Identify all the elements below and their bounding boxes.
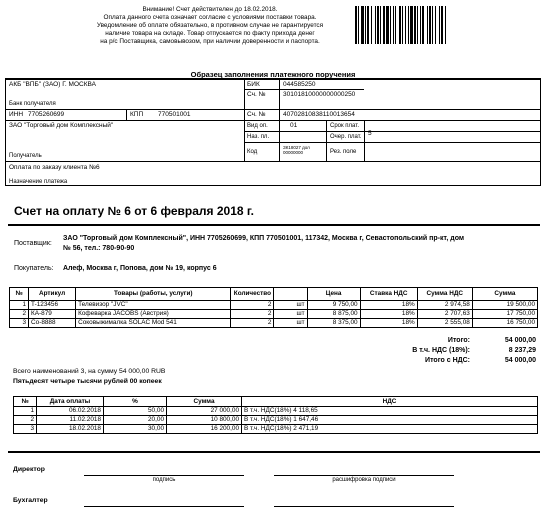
reserve-field-label: Рез. поле	[330, 149, 357, 155]
account-value: 40702810838110013654	[283, 111, 355, 118]
col-header: Дата оплаты	[37, 397, 104, 407]
account-label: Сч. №	[247, 111, 266, 118]
corr-account-label: Сч. №	[247, 91, 266, 98]
accountant-decoding-line	[274, 506, 454, 507]
schedule-header-row	[14, 397, 538, 407]
code-value: ЗК18027 дол 00000000	[283, 145, 310, 155]
payment-order-label: Очер. плат.	[330, 134, 362, 140]
total-value: 54 000,00	[504, 337, 536, 344]
grand-total-value: 54 000,00	[504, 357, 536, 364]
director-signature-line	[84, 475, 244, 476]
buyer-label: Покупатель:	[14, 265, 54, 272]
table-row: 3 Со-8888 Соковыжималка SOLAC Mod 541 2 шт 8 375,00 18% 2 555,08 16 750,00	[10, 319, 538, 328]
invoice-notice	[60, 6, 360, 46]
col-header: Сумма	[472, 288, 537, 301]
bik-value: 044585250	[283, 81, 316, 88]
director-label: Директор	[13, 466, 45, 473]
table-row: 1 T-123456 Телевизор "JVC" 2 шт 9 750,00 18% 2 974,58 19 500,00	[10, 301, 538, 310]
supplier-value	[63, 234, 533, 254]
col-header: №	[14, 397, 37, 407]
kpp-value: 770501001	[158, 111, 191, 118]
payment-schedule-table	[13, 396, 538, 434]
col-header: Цена	[307, 288, 360, 301]
title-divider	[8, 224, 540, 226]
accountant-label: Бухгалтер	[13, 497, 48, 504]
total-label: Итого:	[447, 337, 470, 344]
signature-caption: подпись	[152, 477, 176, 483]
items-count-text: Всего наименований 3, на сумму 54 000,00 RUB	[13, 368, 166, 375]
notice-line: Уведомление об оплате обязательно, в противном случае не гарантируется	[96, 22, 324, 29]
payment-purpose-code-label: Наз. пл.	[247, 134, 270, 140]
code-label: Код	[247, 149, 258, 155]
table-row: 2 11.02.2018 20,00 10 800,00 В т.ч. НДС(18%) 1 647,46	[14, 416, 538, 425]
col-header: Количество	[231, 288, 274, 301]
recipient-name: ЗАО "Торговый дом Комплексный"	[9, 122, 114, 129]
buyer-value: Алеф, Москва г, Попова, дом № 19, корпус 6	[63, 265, 217, 272]
table-row: 3 18.02.2018 30,00 16 200,00 В т.ч. НДС(18%) 2 471,19	[14, 425, 538, 434]
recipient-label: Получатель	[9, 153, 42, 159]
signatures-divider	[8, 451, 540, 453]
director-decoding-line	[274, 475, 454, 476]
vat-value: 8 237,29	[508, 347, 536, 354]
decoding-caption: расшифровка подписи	[332, 477, 396, 483]
barcode-image	[355, 6, 535, 44]
notice-line: Оплата данного счета означает согласие с условиями поставки товара.	[103, 14, 317, 21]
kpp-label: КПП	[130, 111, 144, 118]
table-row: 2 КА-879 Кофеварка JACOBS (Австрия) 2 шт 8 875,00 18% 2 707,63 17 750,00	[10, 310, 538, 319]
payment-purpose-caption: Назначение платежа	[9, 179, 68, 185]
col-header: №	[10, 288, 29, 301]
bank-label: Банк получателя	[9, 101, 56, 107]
supplier-line: № 56, тел.: 780-90-90	[63, 245, 135, 252]
col-header	[274, 288, 307, 301]
payment-form-title: Образец заполнения платежного поручения	[190, 70, 356, 79]
col-header: Товары (работы, услуги)	[76, 288, 231, 301]
notice-line: наличие товара на складе. Товар отпускается по факту прихода денег	[105, 30, 315, 37]
col-header: НДС	[242, 397, 538, 407]
notice-line: Внимание! Счет действителен до 18.02.2018.	[142, 6, 278, 13]
supplier-line: ЗАО "Торговый дом Комплексный", ИНН 7705260699, КПП 770501001, 117342, Москва г, Севастопольский пр-кт, дом	[63, 235, 465, 242]
supplier-label: Поставщик:	[14, 240, 52, 247]
col-header: Сумма	[167, 397, 242, 407]
items-header-row	[10, 288, 538, 301]
corr-account-value: 30101810000000000250	[283, 91, 356, 98]
operation-type-value: 01	[290, 122, 298, 129]
bank-name: АКБ "ВПБ" (ЗАО) Г. МОСКВА	[9, 81, 96, 88]
accountant-signature-line	[84, 506, 244, 507]
items-table	[9, 287, 538, 328]
inn-value: 7705260699	[28, 111, 65, 118]
table-row: 1 06.02.2018 50,00 27 000,00 В т.ч. НДС(18%) 4 118,65	[14, 407, 538, 416]
payment-form	[5, 78, 541, 186]
grand-total-label: Итого с НДС:	[425, 357, 470, 364]
vat-label: В т.ч. НДС (18%):	[412, 347, 470, 354]
bik-label: БИК	[247, 81, 260, 88]
col-header: %	[104, 397, 167, 407]
inn-label: ИНН	[9, 111, 24, 118]
payment-purpose-text: Оплата по заказу клиента №6	[9, 164, 100, 171]
payment-term-label: Срок плат.	[330, 123, 360, 129]
col-header: Артикул	[29, 288, 76, 301]
invoice-title: Счет на оплату № 6 от 6 февраля 2018 г.	[14, 204, 254, 218]
operation-type-label: Вид оп.	[247, 123, 268, 129]
notice-line: на р/с Поставщика, самовывозом, при наличии доверенности и паспорта.	[100, 38, 320, 45]
col-header: Ставка НДС	[360, 288, 417, 301]
col-header: Сумма НДС	[417, 288, 472, 301]
amount-in-words: Пятьдесят четыре тысячи рублей 00 копеек	[13, 378, 162, 385]
payment-order-value: 5	[368, 130, 372, 137]
